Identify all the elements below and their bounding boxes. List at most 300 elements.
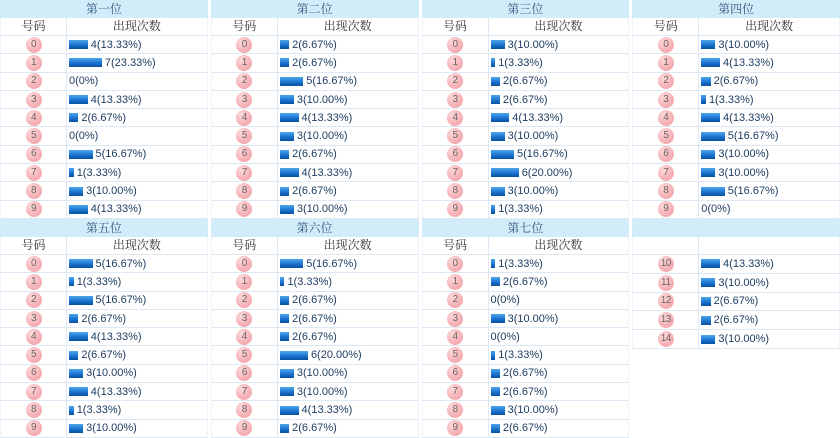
frequency-text: 3(10.00%) bbox=[507, 185, 559, 198]
number-cell bbox=[1, 420, 67, 437]
frequency-text: 4(13.33%) bbox=[301, 111, 353, 124]
number-badge: 1 bbox=[26, 274, 42, 290]
frequency-text: 6(20.00%) bbox=[310, 349, 362, 362]
column-header-row bbox=[632, 18, 840, 36]
number-cell bbox=[633, 330, 699, 348]
number-cell bbox=[212, 401, 278, 418]
table-rows bbox=[211, 255, 419, 438]
table-rows bbox=[0, 255, 208, 438]
column-header-row bbox=[0, 18, 208, 36]
number-badge: 9 bbox=[26, 201, 42, 217]
frequency-bar bbox=[280, 150, 289, 159]
number-badge: 6 bbox=[447, 365, 463, 381]
frequency-text: 1(3.33%) bbox=[498, 349, 543, 362]
number-badge: 5 bbox=[447, 347, 463, 363]
number-cell bbox=[212, 310, 278, 327]
position-title: 第五位 bbox=[0, 219, 208, 237]
table-row bbox=[632, 109, 840, 127]
number-badge: 4 bbox=[447, 110, 463, 126]
table-row bbox=[422, 146, 630, 164]
table-row bbox=[632, 274, 840, 293]
count-cell bbox=[489, 255, 629, 272]
table-row bbox=[0, 164, 208, 182]
table-row bbox=[422, 346, 630, 364]
frequency-text: 4(13.33%) bbox=[301, 404, 353, 417]
count-cell bbox=[278, 401, 418, 418]
number-badge: 14 bbox=[658, 331, 674, 347]
count-cell bbox=[489, 420, 629, 437]
number-badge: 9 bbox=[236, 420, 252, 436]
count-cell bbox=[278, 346, 418, 363]
number-cell bbox=[1, 401, 67, 418]
number-cell bbox=[423, 365, 489, 382]
number-cell bbox=[212, 36, 278, 53]
column-header-count: 出现次数 bbox=[534, 238, 583, 252]
number-badge: 4 bbox=[658, 110, 674, 126]
frequency-bar bbox=[280, 113, 299, 122]
number-badge: 2 bbox=[26, 292, 42, 308]
count-cell bbox=[67, 401, 207, 418]
frequency-bar bbox=[280, 387, 294, 396]
frequency-text: 4(13.33%) bbox=[512, 111, 564, 124]
number-cell bbox=[212, 54, 278, 71]
frequency-text: 3(10.00%) bbox=[86, 367, 137, 380]
frequency-bar bbox=[280, 406, 299, 415]
count-cell bbox=[67, 73, 207, 90]
count-cell bbox=[489, 365, 629, 382]
frequency-text: 3(10.00%) bbox=[296, 385, 348, 398]
number-badge: 3 bbox=[447, 311, 463, 327]
frequency-bar bbox=[491, 95, 500, 104]
frequency-text: 5(16.67%) bbox=[727, 130, 779, 143]
frequency-bar bbox=[491, 77, 500, 86]
frequency-text: 3(10.00%) bbox=[507, 38, 559, 51]
frequency-text: 2(6.67%) bbox=[81, 349, 127, 362]
number-badge: 6 bbox=[236, 365, 252, 381]
number-badge: 9 bbox=[658, 201, 674, 217]
frequency-bar bbox=[280, 58, 289, 67]
table-rows bbox=[211, 36, 419, 219]
number-cell bbox=[1, 310, 67, 327]
frequency-text: 1(3.33%) bbox=[76, 166, 122, 179]
frequency-text: 2(6.67%) bbox=[292, 294, 337, 307]
count-cell bbox=[699, 182, 839, 199]
table-row bbox=[632, 255, 840, 274]
count-cell bbox=[67, 420, 207, 437]
count-cell bbox=[699, 127, 839, 144]
frequency-text: 2(6.67%) bbox=[502, 367, 548, 380]
frequency-bar bbox=[280, 259, 304, 268]
count-cell bbox=[489, 346, 629, 363]
table-rows bbox=[422, 255, 630, 438]
count-cell bbox=[699, 164, 839, 181]
frequency-bar bbox=[280, 95, 294, 104]
table-rows bbox=[632, 255, 840, 438]
count-cell bbox=[278, 109, 418, 126]
frequency-bar bbox=[491, 369, 500, 378]
number-cell bbox=[423, 383, 489, 400]
frequency-bar bbox=[280, 332, 289, 341]
table-row bbox=[422, 401, 630, 419]
frequency-bar bbox=[69, 351, 78, 360]
position-panel bbox=[632, 0, 840, 219]
column-header-number: 号码 bbox=[423, 18, 489, 35]
frequency-text: 3(10.00%) bbox=[296, 130, 348, 143]
number-badge: 3 bbox=[236, 311, 252, 327]
count-cell bbox=[278, 201, 418, 218]
number-badge: 8 bbox=[658, 183, 674, 199]
number-cell bbox=[423, 146, 489, 163]
number-cell bbox=[633, 255, 699, 273]
count-cell bbox=[67, 182, 207, 199]
column-header-number: 号码 bbox=[633, 18, 699, 35]
number-cell bbox=[212, 91, 278, 108]
frequency-text: 5(16.67%) bbox=[517, 148, 568, 161]
number-badge: 7 bbox=[447, 165, 463, 181]
frequency-bar bbox=[491, 406, 505, 415]
frequency-text: 4(13.33%) bbox=[90, 38, 142, 51]
number-badge: 0 bbox=[658, 37, 674, 53]
table-row bbox=[0, 310, 208, 328]
table-rows bbox=[0, 36, 208, 219]
number-badge: 4 bbox=[236, 329, 252, 345]
table-row bbox=[422, 109, 630, 127]
frequency-bar bbox=[69, 314, 78, 323]
frequency-text: 3(10.00%) bbox=[718, 38, 770, 51]
frequency-text: 1(3.33%) bbox=[498, 56, 543, 69]
frequency-bar bbox=[69, 387, 88, 396]
frequency-text: 4(13.33%) bbox=[723, 257, 774, 270]
table-row bbox=[211, 328, 419, 346]
number-badge: 8 bbox=[26, 183, 42, 199]
number-badge: 12 bbox=[658, 293, 674, 309]
number-cell bbox=[212, 127, 278, 144]
number-badge: 7 bbox=[658, 165, 674, 181]
number-cell bbox=[423, 346, 489, 363]
number-cell bbox=[633, 293, 699, 311]
number-badge: 6 bbox=[447, 146, 463, 162]
position-panel bbox=[0, 0, 208, 219]
column-header-number: 号码 bbox=[212, 237, 278, 254]
number-cell bbox=[212, 292, 278, 309]
number-badge: 0 bbox=[236, 37, 252, 53]
number-cell bbox=[633, 146, 699, 163]
count-cell bbox=[278, 310, 418, 327]
number-cell bbox=[1, 146, 67, 163]
frequency-text: 5(16.67%) bbox=[95, 257, 147, 270]
number-badge: 7 bbox=[236, 165, 252, 181]
number-badge: 4 bbox=[26, 329, 42, 345]
number-badge: 1 bbox=[447, 55, 463, 71]
number-cell bbox=[212, 255, 278, 272]
frequency-bar bbox=[491, 132, 505, 141]
number-badge: 5 bbox=[26, 347, 42, 363]
table-row bbox=[632, 311, 840, 330]
number-cell bbox=[423, 310, 489, 327]
number-cell bbox=[1, 365, 67, 382]
frequency-bar bbox=[701, 40, 715, 49]
position-title bbox=[632, 219, 840, 237]
table-row bbox=[422, 328, 630, 346]
count-cell bbox=[699, 73, 839, 90]
column-header-row bbox=[211, 18, 419, 36]
count-cell bbox=[699, 91, 839, 108]
position-title: 第四位 bbox=[632, 0, 840, 18]
frequency-text: 4(13.33%) bbox=[90, 330, 142, 343]
number-badge: 10 bbox=[658, 256, 674, 272]
number-cell bbox=[423, 36, 489, 53]
count-cell bbox=[699, 293, 839, 311]
frequency-bar bbox=[491, 40, 505, 49]
frequency-bar bbox=[69, 113, 78, 122]
number-badge: 1 bbox=[236, 274, 252, 290]
frequency-bar bbox=[491, 351, 496, 360]
table-row bbox=[422, 292, 630, 310]
count-cell bbox=[278, 73, 418, 90]
number-cell bbox=[1, 292, 67, 309]
count-cell bbox=[699, 54, 839, 71]
position-panel bbox=[0, 219, 208, 438]
number-cell bbox=[633, 274, 699, 292]
count-cell bbox=[489, 73, 629, 90]
frequency-text: 2(6.67%) bbox=[713, 295, 759, 308]
count-cell bbox=[489, 292, 629, 309]
column-header-row bbox=[422, 237, 630, 255]
number-cell bbox=[212, 420, 278, 437]
frequency-text: 5(16.67%) bbox=[95, 148, 147, 161]
frequency-bar bbox=[701, 168, 715, 177]
table-row bbox=[0, 420, 208, 438]
number-cell bbox=[423, 328, 489, 345]
number-badge: 0 bbox=[26, 256, 42, 272]
table-row bbox=[632, 330, 840, 349]
frequency-text: 0(0%) bbox=[490, 330, 520, 343]
column-header-number bbox=[633, 237, 699, 254]
number-cell bbox=[1, 91, 67, 108]
number-badge: 6 bbox=[658, 146, 674, 162]
count-cell bbox=[699, 146, 839, 163]
frequency-text: 2(6.67%) bbox=[502, 422, 548, 435]
column-header-count: 出现次数 bbox=[112, 238, 161, 252]
frequency-text: 2(6.67%) bbox=[81, 312, 127, 325]
frequency-bar bbox=[69, 40, 88, 49]
frequency-text: 4(13.33%) bbox=[301, 166, 353, 179]
frequency-bar bbox=[280, 132, 294, 141]
number-cell bbox=[633, 311, 699, 329]
table-row bbox=[211, 91, 419, 109]
count-cell bbox=[278, 383, 418, 400]
number-cell bbox=[1, 164, 67, 181]
column-header-count: 出现次数 bbox=[534, 19, 583, 33]
number-cell bbox=[633, 54, 699, 71]
table-row bbox=[422, 310, 630, 328]
number-badge: 1 bbox=[447, 274, 463, 290]
number-badge: 0 bbox=[447, 37, 463, 53]
number-badge: 9 bbox=[236, 201, 252, 217]
number-cell bbox=[212, 201, 278, 218]
table-row bbox=[211, 346, 419, 364]
table-row bbox=[632, 182, 840, 200]
count-cell bbox=[489, 383, 629, 400]
number-badge: 5 bbox=[236, 128, 252, 144]
number-badge: 3 bbox=[447, 92, 463, 108]
frequency-bar bbox=[701, 297, 710, 306]
frequency-bar bbox=[491, 187, 505, 196]
number-cell bbox=[423, 420, 489, 437]
number-badge: 13 bbox=[658, 312, 674, 328]
frequency-text: 1(3.33%) bbox=[287, 275, 333, 288]
table-row bbox=[422, 73, 630, 91]
table-row bbox=[211, 383, 419, 401]
table-row bbox=[211, 54, 419, 72]
number-cell bbox=[212, 146, 278, 163]
count-cell bbox=[489, 310, 629, 327]
column-header-row bbox=[422, 18, 630, 36]
count-cell bbox=[67, 201, 207, 218]
number-cell bbox=[633, 109, 699, 126]
table-row bbox=[211, 127, 419, 145]
number-cell bbox=[212, 365, 278, 382]
frequency-text: 5(16.67%) bbox=[95, 294, 147, 307]
number-cell bbox=[633, 91, 699, 108]
frequency-text: 5(16.67%) bbox=[306, 257, 358, 270]
frequency-bar bbox=[491, 277, 500, 286]
number-cell bbox=[1, 127, 67, 144]
column-header-count: 出现次数 bbox=[323, 19, 372, 33]
count-cell bbox=[489, 328, 629, 345]
count-cell bbox=[699, 330, 839, 348]
number-cell bbox=[1, 73, 67, 90]
column-header-number: 号码 bbox=[423, 237, 489, 254]
number-badge: 9 bbox=[447, 201, 463, 217]
number-cell bbox=[633, 182, 699, 199]
table-row bbox=[0, 255, 208, 273]
frequency-text: 2(6.67%) bbox=[502, 275, 548, 288]
table-row bbox=[632, 73, 840, 91]
position-title: 第七位 bbox=[422, 219, 630, 237]
frequency-text: 2(6.67%) bbox=[292, 56, 337, 69]
column-header-count: 出现次数 bbox=[112, 19, 161, 33]
number-badge: 3 bbox=[658, 92, 674, 108]
position-panel bbox=[211, 0, 419, 219]
frequency-text: 5(16.67%) bbox=[727, 185, 779, 198]
position-panel bbox=[211, 219, 419, 438]
count-cell bbox=[489, 201, 629, 218]
frequency-bar bbox=[491, 58, 496, 67]
table-row bbox=[211, 201, 419, 219]
frequency-text: 2(6.67%) bbox=[292, 422, 337, 435]
frequency-text: 3(10.00%) bbox=[296, 367, 348, 380]
count-cell bbox=[489, 36, 629, 53]
count-cell bbox=[67, 383, 207, 400]
number-badge: 11 bbox=[658, 275, 674, 291]
number-cell bbox=[633, 201, 699, 218]
table-row bbox=[211, 255, 419, 273]
frequency-text: 3(10.00%) bbox=[507, 312, 559, 325]
count-cell bbox=[489, 109, 629, 126]
table-row bbox=[422, 201, 630, 219]
number-cell bbox=[212, 273, 278, 290]
count-cell bbox=[489, 401, 629, 418]
number-cell bbox=[423, 109, 489, 126]
frequency-bar bbox=[491, 168, 519, 177]
frequency-bar bbox=[491, 424, 500, 433]
count-cell bbox=[67, 328, 207, 345]
frequency-bar bbox=[280, 314, 289, 323]
table-row bbox=[0, 328, 208, 346]
number-cell bbox=[633, 73, 699, 90]
frequency-text: 2(6.67%) bbox=[292, 312, 337, 325]
frequency-bar bbox=[280, 296, 289, 305]
table-row bbox=[422, 255, 630, 273]
frequency-text: 3(10.00%) bbox=[507, 130, 559, 143]
count-cell bbox=[278, 182, 418, 199]
number-badge: 8 bbox=[447, 183, 463, 199]
number-cell bbox=[633, 36, 699, 53]
table-row bbox=[422, 182, 630, 200]
number-cell bbox=[423, 273, 489, 290]
column-header-number: 号码 bbox=[212, 18, 278, 35]
number-badge: 1 bbox=[658, 55, 674, 71]
frequency-bar bbox=[69, 205, 88, 214]
table-row bbox=[0, 36, 208, 54]
number-badge: 2 bbox=[26, 73, 42, 89]
frequency-bar bbox=[69, 58, 102, 67]
frequency-text: 3(10.00%) bbox=[507, 404, 559, 417]
number-cell bbox=[423, 73, 489, 90]
table-row bbox=[211, 36, 419, 54]
column-header-count: 出现次数 bbox=[323, 238, 372, 252]
table-row bbox=[211, 310, 419, 328]
count-cell bbox=[67, 36, 207, 53]
number-cell bbox=[1, 346, 67, 363]
frequency-text: 4(13.33%) bbox=[90, 203, 142, 216]
count-cell bbox=[489, 146, 629, 163]
frequency-bar bbox=[69, 332, 88, 341]
number-badge: 3 bbox=[236, 92, 252, 108]
table-row bbox=[422, 365, 630, 383]
frequency-bar bbox=[701, 77, 710, 86]
number-cell bbox=[212, 328, 278, 345]
frequency-text: 3(10.00%) bbox=[296, 93, 348, 106]
table-row bbox=[0, 109, 208, 127]
frequency-text: 3(10.00%) bbox=[86, 422, 137, 435]
count-cell bbox=[699, 201, 839, 218]
count-cell bbox=[278, 91, 418, 108]
frequency-bar bbox=[701, 278, 715, 287]
frequency-text: 3(10.00%) bbox=[296, 203, 348, 216]
number-cell bbox=[1, 109, 67, 126]
frequency-text: 2(6.67%) bbox=[292, 148, 337, 161]
number-cell bbox=[212, 383, 278, 400]
table-row bbox=[422, 54, 630, 72]
table-row bbox=[211, 109, 419, 127]
table-row bbox=[422, 273, 630, 291]
number-cell bbox=[1, 54, 67, 71]
count-cell bbox=[699, 255, 839, 273]
number-badge: 7 bbox=[26, 384, 42, 400]
number-cell bbox=[1, 201, 67, 218]
number-badge: 9 bbox=[26, 420, 42, 436]
table-row bbox=[0, 383, 208, 401]
number-cell bbox=[633, 164, 699, 181]
frequency-text: 2(6.67%) bbox=[502, 93, 548, 106]
number-cell bbox=[423, 401, 489, 418]
table-row bbox=[632, 54, 840, 72]
frequency-text: 2(6.67%) bbox=[81, 111, 127, 124]
frequency-bar bbox=[701, 132, 725, 141]
number-badge: 9 bbox=[447, 420, 463, 436]
